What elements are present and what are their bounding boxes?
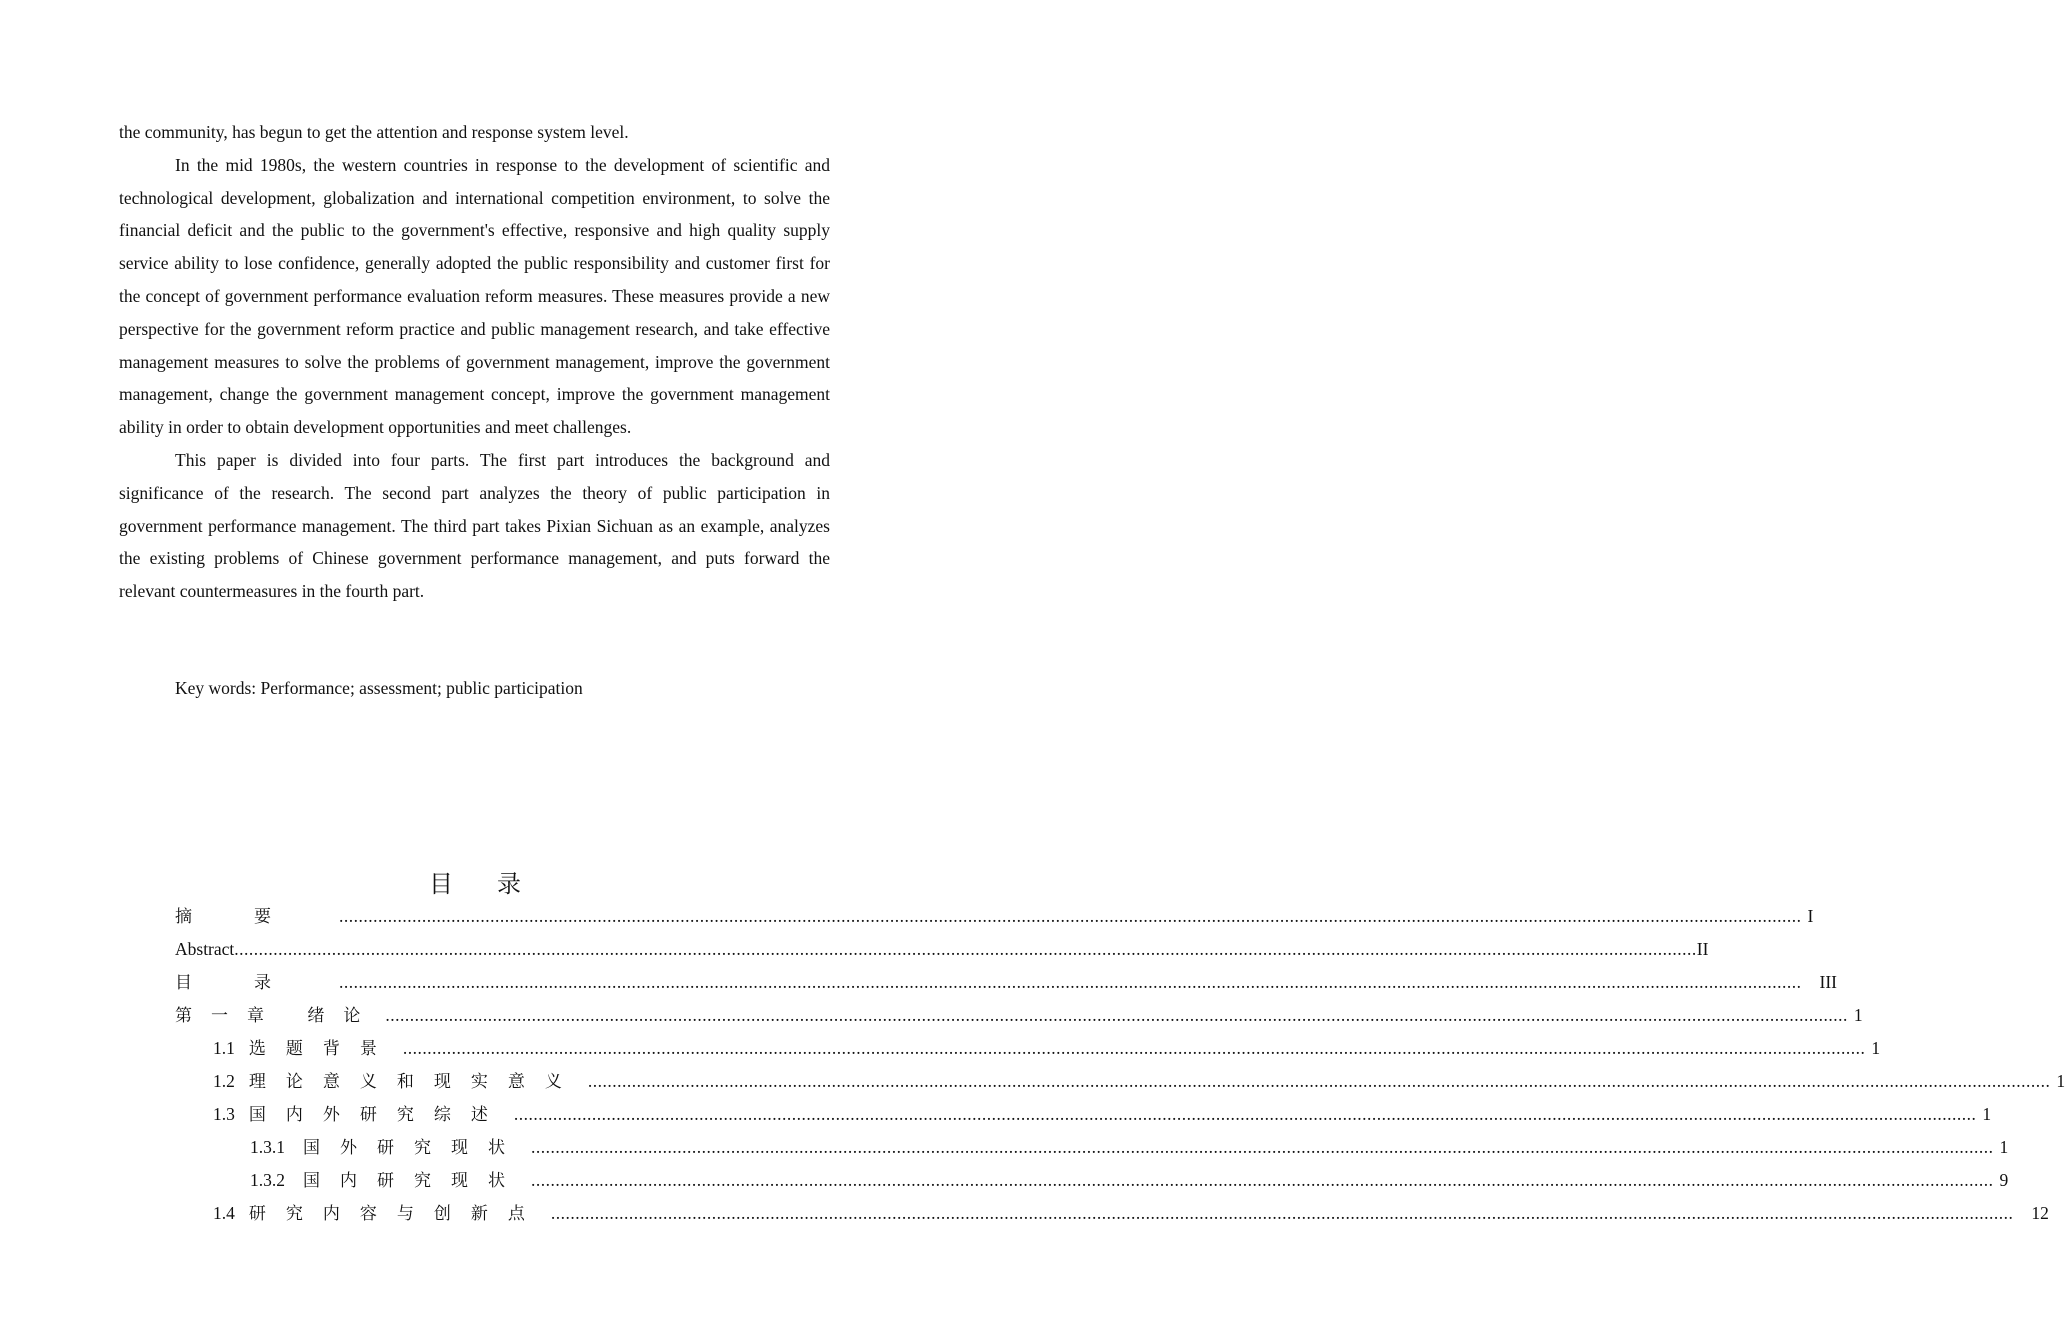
toc-leader-dots: ............................................................................................................................................................................................................................................................................................................	[513, 1104, 1977, 1124]
toc-entry-number: 1.4	[213, 1203, 235, 1223]
toc-entry-number: 1.3	[213, 1104, 235, 1124]
toc-entry-number: 1.1	[213, 1038, 235, 1058]
toc-leader-dots: ............................................................................................................................................................................................................................................................................................................	[587, 1071, 2051, 1091]
toc-leader-dots: ............................................................................................................................................................................................................................................................................................................	[402, 1038, 1866, 1058]
abstract-paragraph-continuation: the community, has begun to get the attention and response system level.	[119, 122, 629, 142]
toc-entry-page: II	[1696, 939, 1709, 959]
toc-entry[interactable]	[213, 1032, 1881, 1065]
toc-entry[interactable]	[213, 1065, 2065, 1098]
toc-entry-label: 目录	[175, 973, 333, 993]
toc-leader-dots: ............................................................................................................................................................................................................................................................................................................	[339, 906, 1802, 926]
toc-entry-page: 1	[1999, 1137, 2009, 1157]
toc-entry-label: 研究内容与创新点	[248, 1204, 545, 1224]
toc-leader-dots: ............................................................................................................................................................................................................................................................................................................	[234, 939, 1697, 959]
toc-entry[interactable]	[213, 1098, 1992, 1131]
toc-entry-label: 理论意义和现实意义	[248, 1072, 582, 1092]
toc-entry[interactable]	[213, 1197, 2049, 1230]
toc-entry-label: 国外研究现状	[303, 1138, 525, 1158]
toc-entry[interactable]	[175, 933, 1709, 966]
abstract-body	[119, 116, 830, 608]
toc-entry-page: 1	[1853, 1005, 1863, 1025]
toc-entry-number: 1.3.1	[250, 1137, 285, 1157]
toc-entry[interactable]	[175, 900, 1814, 933]
toc-entry-page: 1	[1982, 1104, 1992, 1124]
toc-entry-page: III	[1819, 972, 1837, 992]
keywords-line: Key words: Performance; assessment; public participation	[175, 678, 583, 698]
toc-leader-dots: ............................................................................................................................................................................................................................................................................................................	[550, 1203, 2014, 1223]
toc-entry[interactable]	[250, 1131, 2009, 1164]
toc-leader-dots: ............................................................................................................................................................................................................................................................................................................	[531, 1137, 1994, 1157]
toc-entry-page: 12	[2031, 1203, 2049, 1223]
toc-entry-label: 国内外研究综述	[248, 1105, 508, 1125]
toc-entry-label: Abstract	[175, 939, 235, 959]
toc-entry-page: I	[1807, 906, 1814, 926]
toc-leader-dots: ............................................................................................................................................................................................................................................................................................................	[385, 1005, 1848, 1025]
toc-entry-label: 选题背景	[248, 1039, 397, 1059]
toc-entry-label: 第一章 绪论	[175, 1006, 380, 1026]
abstract-paragraph: In the mid 1980s, the western countries in response to the development of scientific and technological development, globalization and international competition environment, to solve the financial deficit and the public to the government's effective, responsive and high quality supply service ability to lose confidence, generally adopted the public responsibility and customer first for the concept of government performance evaluation reform measures. These measures provide a new perspective for the government reform practice and public management research, and take effective management measures to solve the problems of government management, improve the government management, change the government management concept, improve the government management ability in order to obtain development opportunities and meet challenges.	[119, 154, 830, 438]
toc-entry-number: 1.2	[213, 1071, 235, 1091]
toc-entry[interactable]	[175, 999, 1863, 1032]
toc-entry[interactable]	[175, 966, 1837, 999]
toc-entry-page: 1	[2056, 1071, 2065, 1091]
toc-leader-dots: ............................................................................................................................................................................................................................................................................................................	[531, 1170, 1994, 1190]
toc-title: 目录	[429, 870, 565, 898]
abstract-paragraph: This paper is divided into four parts. The first part introduces the background and significance of the research. The second part analyzes the theory of public participation in government performance management. The third part takes Pixian Sichuan as an example, analyzes the existing problems of Chinese government performance management, and puts forward the relevant countermeasures in the fourth part.	[119, 449, 830, 602]
toc-entry-label: 摘要	[175, 907, 333, 927]
toc-leader-dots: ............................................................................................................................................................................................................................................................................................................	[339, 972, 1802, 992]
toc-entry-page: 1	[1871, 1038, 1881, 1058]
toc-entry-label: 国内研究现状	[303, 1171, 525, 1191]
toc-entry-page: 9	[1999, 1170, 2009, 1190]
toc-entry-number: 1.3.2	[250, 1170, 285, 1190]
toc-entry[interactable]	[250, 1164, 2009, 1197]
